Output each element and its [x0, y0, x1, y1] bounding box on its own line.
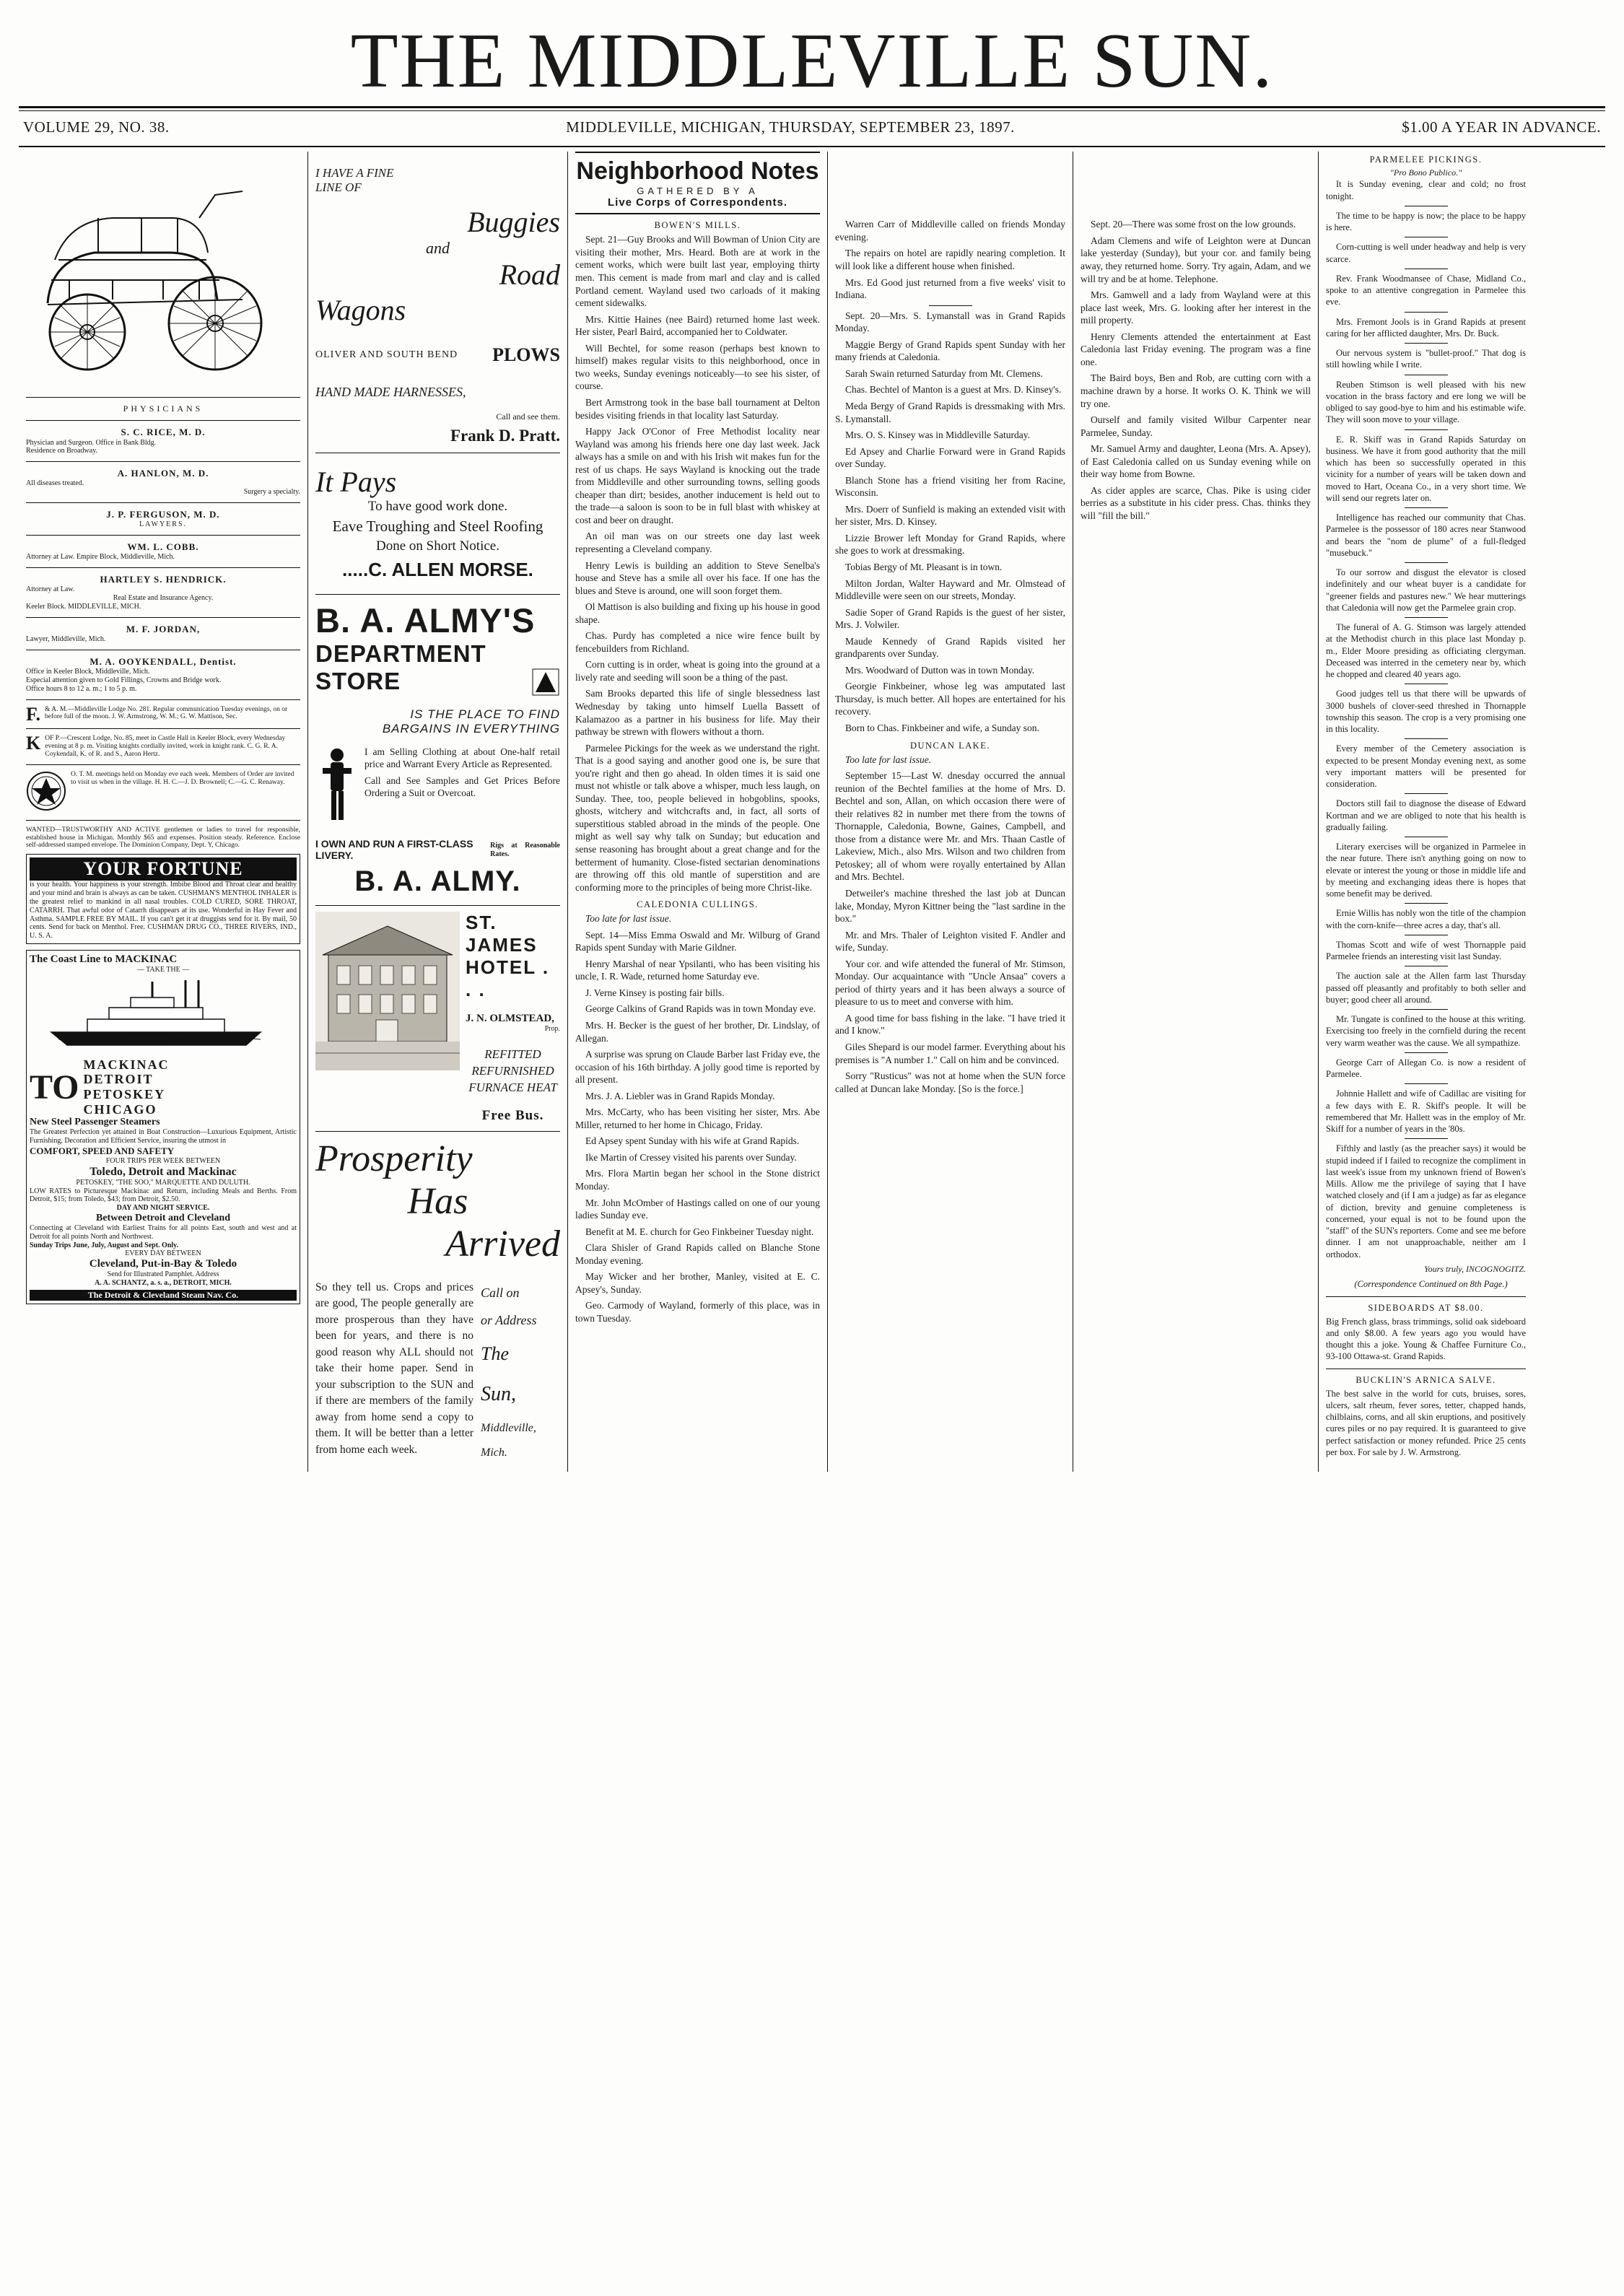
the-word: The	[481, 1343, 509, 1364]
note-paragraph: Geo. Carmody of Wayland, formerly of this place, was in town Tuesday.	[575, 1300, 820, 1324]
card-line: Attorney at Law.	[26, 585, 75, 594]
note-paragraph: Mrs. Doerr of Sunfield is making an extended visit with her sister, Mrs. D. Kinsey.	[835, 503, 1065, 528]
column-1	[19, 152, 307, 1472]
section-head-bowens-mills: BOWEN'S MILLS.	[654, 220, 741, 231]
note-paragraph: Ernie Willis has nobly won the title of the champion with the corn-knife—three acres a day, that's all.	[1326, 908, 1526, 930]
card-name: M. F. JORDAN,	[126, 623, 201, 634]
mackinac-ad	[26, 950, 300, 1304]
card-line: Physician and Surgeon. Office in Bank Bldg.	[26, 438, 157, 447]
divider-2	[26, 420, 300, 421]
parmelee-dash-13	[1405, 793, 1448, 794]
divider-1	[26, 397, 300, 398]
pratt-line1: I HAVE A FINE	[315, 166, 394, 180]
note-paragraph: Mrs. McCarty, who has been visiting her sister, Mrs. Abe Miller, returned to her home in Chicago, Friday.	[575, 1106, 820, 1130]
hotel-prop-label: Prop.	[544, 1025, 560, 1034]
note-paragraph: September 15—Last W. dnesday occurred the annual reunion of the Bechtel families at the home of Mrs. D. Bechtel and son, Allan, on which occasion there were of their relatives 82 in number met there from the towns of Thornapple, Caledonia, Bowne, Gaines, Campbell, and those from a distance were Mr. and Mrs. Thaan Castle of Lakeview, Mich., also Mrs. Wilson and two children from Petoskey; all of whom were royally entertained by Allan and Mrs. Bechtel.	[835, 770, 1065, 883]
card-line: Residence on Broadway.	[26, 447, 98, 455]
almy-tag1: IS THE PLACE TO FIND	[410, 707, 560, 722]
column-4	[827, 152, 1073, 1472]
note-paragraph: Warren Carr of Middleville called on friends Monday evening.	[835, 219, 1065, 243]
parmelee-body	[1326, 178, 1526, 1290]
divider-c2-2	[315, 594, 560, 595]
parmelee-dash-12	[1405, 738, 1448, 739]
note-paragraph: Lizzie Brower left Monday for Grand Rapids, where she goes to work at dressmaking.	[835, 532, 1065, 556]
caledonia-body	[575, 912, 820, 1324]
note-paragraph: George Calkins of Grand Rapids was in town Monday eve.	[585, 1003, 816, 1015]
note-paragraph: An oil man was on our streets one day last week representing a Cleveland company.	[575, 531, 820, 554]
note-paragraph: Corn-cutting is well under headway and help is very scarce.	[1326, 242, 1526, 264]
notes-sub1: GATHERED BY A	[637, 185, 759, 197]
note-paragraph: Henry Marshal of near Ypsilanti, who has been visiting his uncle, I. R. Wade, returned home Saturday eve.	[575, 958, 820, 982]
note-paragraph: A surprise was sprung on Claude Barber last Friday eve, the occasion of his 16th birthday. A jolly good time is reported by all present.	[575, 1049, 820, 1086]
send-pamphlet: Send for Illustrated Pamphlet. Address	[107, 1270, 219, 1279]
note-paragraph: George Carr of Allegan Co. is now a resident of Parmelee.	[1326, 1057, 1526, 1080]
divider-9	[26, 699, 300, 700]
every-day: EVERY DAY BETWEEN	[125, 1249, 201, 1258]
column-3	[567, 152, 827, 1472]
sunday-trips: Sunday Trips June, July, August and Sept. Only.	[30, 1241, 179, 1249]
note-paragraph: Chas. Bechtel of Manton is a guest at Mrs. D. Kinsey's.	[845, 384, 1062, 396]
note-paragraph: The repairs on hotel are rapidly nearing completion. It will look like a different house when finished.	[835, 248, 1065, 272]
note-paragraph: Mrs. Woodward of Dutton was in town Monday.	[845, 664, 1035, 676]
page-title: THE MIDDLEVILLE SUN.	[350, 18, 1274, 104]
prosperity-word-1: Prosperity	[315, 1138, 473, 1179]
note-paragraph: Tobias Bergy of Mt. Pleasant is in town.	[845, 561, 1003, 572]
card-jordan	[26, 624, 300, 644]
parmelee-signature: Yours truly, INCOGNOGITZ.	[1424, 1263, 1526, 1274]
parmelee-dash-15	[1405, 903, 1448, 904]
hotel-free-bus: Free Bus.	[481, 1108, 544, 1123]
hotel-name-2: HOTEL . . .	[466, 956, 550, 1001]
note-paragraph: Born to Chas. Finkbeiner and wife, a Sunday son.	[845, 722, 1039, 733]
steamers-line: New Steel Passenger Steamers	[30, 1117, 160, 1128]
prosperity-body: So they tell us. Crops and prices are good, The people generally are more prosperous than they have been for years, and there is no good reason why ALL should not take their home paper. Send in your subscription to the SUN and if there are members of the family away from home send a copy to them. It will be better than a letter from home each week.	[315, 1281, 473, 1456]
note-paragraph: Mrs. H. Becker is the guest of her brother, Dr. Lindslay, of Allegan.	[575, 1020, 820, 1044]
note-paragraph: Sam Brooks departed this life of single blessedness last Wednesday by taking unto himself Luella Bassett of Kalamazoo as a partner in his business for life. May their pathway be strewn with flowers without a thorn.	[575, 688, 820, 738]
wanted-ad: WANTED—TRUSTWORTHY AND ACTIVE gentlemen or ladies to travel for responsible, established house in Michigan. Monthly $65 and expenses. Position steady. Reference. Enclose self-addressed stamped envelope. The Dominion Company, Dept. Y, Chicago.	[26, 826, 300, 850]
physicians-heading: PHYSICIANS	[123, 403, 204, 414]
card-name: WM. L. COBB.	[127, 541, 199, 553]
note-paragraph: Fifthly and lastly (as the preacher says) it would be stupid indeed if I failed to recognize the compliment in last week's issue from my unknown friend of Bowen's Mills. Allow me the privilege of saying that I have watched closely and (if I am a judge) as far as elegance of diction, brevity and genuine completeness is concerned, your equal is not to be found upon the "staff" of the SUN's reporters. Come and see me before dinner. I am not unapproachable, neither am I orthodox.	[1326, 1143, 1526, 1260]
call-on: Call on	[481, 1286, 520, 1300]
route-putinbay: Cleveland, Put-in-Bay & Toledo	[89, 1258, 237, 1270]
note-paragraph: A good time for bass fishing in the lake. "I have tried it and I know."	[835, 1012, 1065, 1036]
note-paragraph: Every member of the Cemetery association is expected to be present Monday evening next, as some very important matters will be presented for consideration.	[1326, 743, 1526, 790]
note-paragraph: Mrs. Flora Martin began her school in the Stone district Monday.	[575, 1168, 820, 1192]
column4-dash-1	[929, 305, 972, 306]
parmelee-dash-10	[1405, 617, 1448, 618]
card-line: Attorney at Law. Empire Block, Middleville, Mich.	[26, 553, 175, 562]
divider-c2-3	[315, 905, 560, 906]
note-paragraph: Meda Bergy of Grand Rapids is dressmaking with Mrs. S. Lymanstall.	[835, 400, 1065, 424]
note-paragraph: Benefit at M. E. church for Geo Finkbeiner Tuesday night.	[585, 1226, 814, 1237]
route-toledo-sub: PETOSKEY, "THE SOO," MARQUETTE AND DULUTH.	[76, 1178, 250, 1187]
note-paragraph: Sept. 20—There was some frost on the low grounds.	[1091, 219, 1296, 230]
note-paragraph: Sept. 14—Miss Emma Oswald and Mr. Wilburg of Grand Rapids spent Sunday with Marie Gildner.	[575, 929, 820, 953]
note-italic-line: Too late for last issue.	[585, 913, 672, 925]
note-paragraph: J. Verne Kinsey is posting fair bills.	[585, 987, 725, 998]
card-line: Especial attention given to Gold Fillings, Crowns and Bridge work.	[26, 676, 222, 684]
note-paragraph: Mr. Samuel Army and daughter, Leona (Mrs. A. Apsey), of East Caledonia called on us Sunday evening while on their way home from Bowne.	[1081, 443, 1311, 480]
note-paragraph: Blanch Stone has a friend visiting her from Racine, Wisconsin.	[835, 474, 1065, 499]
take-the: — TAKE THE —	[136, 965, 190, 974]
note-paragraph: Good judges tell us that there will be upwards of 3000 bushels of clover-seed threshed in Thornapple township this season. The crop is a very promising one in this locality.	[1326, 689, 1526, 735]
pratt-buggies: Buggies	[467, 206, 560, 239]
almy-tag2: BARGAINS IN EVERYTHING	[382, 722, 560, 736]
morse-line2: Eave Troughing and Steel Roofing	[332, 518, 543, 536]
note-paragraph: The Baird boys, Ben and Rob, are cutting corn with a machine drawn by a horse. It works O. K. Think we will try one.	[1081, 372, 1311, 409]
note-paragraph: The funeral of A. G. Stimson was largely attended at the Methodist church in this place last Monday p. m., Elder Moore presiding as officiating clergyman. Deceased was interred in the cemetery near by, which he chopped and cleared 40 years ago.	[1326, 622, 1526, 680]
route-cleveland-sub: Connecting at Cleveland with Earliest Trains for all points East, south and west and at Detroit for all points North and Northwest.	[30, 1224, 297, 1241]
duncan-lake-body	[835, 754, 1065, 1096]
lodge-masons	[26, 703, 300, 725]
note-paragraph: Georgie Finkbeiner, whose leg was amputated last Thursday, is much better. All hopes are entertained for his recovery.	[835, 681, 1065, 717]
steamers-desc: The Greatest Perfection yet attained in Boat Construction—Luxurious Equipment, Artistic Furnishing, Decoration and Efficient Service, insuring the utmost in	[30, 1128, 297, 1145]
day-night: DAY AND NIGHT SERVICE.	[116, 1204, 210, 1213]
note-paragraph: Henry Lewis is building an addition to Steve Senelba's house and Steve has a smile all over his face. If one has the blues and Steve is around, one will soon forget them.	[575, 559, 820, 596]
parmelee-dash-4	[1405, 312, 1448, 313]
note-paragraph: Sarah Swain returned Saturday from Mt. Clemens.	[845, 367, 1043, 379]
steamer-illustration	[30, 974, 297, 1057]
it-pays-head: It Pays	[315, 466, 397, 499]
card-line: Keeler Block. MIDDLEVILLE, MICH.	[26, 603, 141, 611]
pratt-wagons: Wagons	[315, 294, 406, 327]
parmelee-motto: "Pro Bono Publico."	[1389, 167, 1462, 178]
parmelee-dash-20	[1405, 1083, 1448, 1084]
pratt-harness: HAND MADE HARNESSES,	[315, 385, 466, 400]
divider-4	[26, 502, 300, 503]
note-paragraph: Mrs. Ed Good just returned from a five weeks' visit to Indiana.	[835, 276, 1065, 301]
hotel-illustration	[315, 912, 460, 1124]
note-paragraph: Ol Mattison is also building and fixing up his house in good shape.	[575, 601, 820, 625]
note-paragraph: To our sorrow and disgust the elevator is closed indefinitely and our wheat buyer is a candidate for "greener fields and pastures new." We hear mutterings that Caledonia will now get the Parmelee grain crop.	[1326, 567, 1526, 613]
fortune-ad	[26, 854, 300, 944]
pratt-ad	[315, 152, 560, 445]
prosperity-ad	[315, 1138, 560, 1465]
lodge-kotm	[26, 771, 300, 814]
note-paragraph: It is Sunday evening, clear and cold; no frost tonight.	[1326, 179, 1526, 201]
card-ferguson	[26, 509, 300, 529]
almy-p2: Call and See Samples and Get Prices Before Ordering a Suit or Overcoat.	[364, 775, 560, 799]
card-cobb	[26, 541, 300, 562]
agent-address: A. A. SCHANTZ, a. s. a., DETROIT, MICH.	[95, 1279, 232, 1288]
lodge-text: O. T. M. meetings held on Monday eve each week. Members of Order are invited to visit us when in the village. H. H. C.—J. D. Brownell; C.—G. C. Renaway.	[71, 770, 294, 786]
morse-line1: To have good work done.	[367, 499, 508, 515]
card-body: Lawyer, Middleville, Mich.	[26, 635, 106, 644]
pratt-call: Call and see them.	[496, 411, 560, 422]
almy-department-ad	[315, 601, 560, 898]
note-paragraph: As cider apples are scarce, Chas. Pike is using cider berries as a substitute in his cider press. Chas. thinks they will "fill the bill."	[1081, 484, 1311, 521]
note-paragraph: Corn cutting is in order, wheat is going into the ground at a lively rate and seeding will soon be a thing of the past.	[575, 659, 820, 683]
note-paragraph: Will Bechtel, for some reason (perhaps best known to himself) makes regular visits to this neighborhood, once in two weeks, Sunday evenings noticeably—to see his sister, of course.	[575, 342, 820, 392]
place-date: MIDDLEVILLE, MICHIGAN, THURSDAY, SEPTEMBER 23, 1897.	[566, 118, 1015, 136]
note-paragraph: Clara Shisler of Grand Rapids called on Blanche Stone Monday evening.	[575, 1242, 820, 1266]
coast-line-head: The Coast Line to MACKINAC	[30, 953, 178, 965]
dest-chicago: CHICAGO	[83, 1101, 157, 1117]
note-paragraph: Mr. Tungate is confined to the house at this writing. Exercising too freely in the cornfield during the recent very warm weather was the cause. We all sympathize.	[1326, 1014, 1526, 1048]
parmelee-dash-5	[1405, 343, 1448, 344]
note-paragraph: Ed Apsey and Charlie Forward were in Grand Rapids over Sunday.	[835, 445, 1065, 470]
almy-rates: Rigs at Reasonable Rates.	[490, 842, 560, 859]
masthead	[19, 20, 1605, 102]
dest-petoskey: PETOSKEY	[83, 1087, 166, 1102]
page-columns	[19, 146, 1605, 1472]
note-paragraph: Our nervous system is "bullet-proof." That dog is still howling while I write.	[1326, 348, 1526, 370]
city-word: Middleville,	[481, 1421, 536, 1434]
lawyers-heading: LAWYERS.	[139, 520, 188, 529]
note-paragraph: Mrs. J. A. Liebler was in Grand Rapids Monday.	[585, 1090, 775, 1101]
card-name: J. P. FERGUSON, M. D.	[106, 509, 220, 520]
card-line: Real Estate and Insurance Agency.	[113, 594, 214, 603]
almy-store-name: B. A. ALMY'S	[315, 601, 536, 640]
sun-word: Sun,	[481, 1383, 516, 1406]
note-paragraph: Maggie Bergy of Grand Rapids spent Sunday with her many friends at Caledonia.	[835, 339, 1065, 363]
prosperity-word-2: Has	[407, 1181, 468, 1222]
divider-7	[26, 617, 300, 618]
lodge-kofp	[26, 732, 300, 759]
parmelee-dash-18	[1405, 1009, 1448, 1010]
company-name: The Detroit & Cleveland Steam Nav. Co.	[30, 1290, 297, 1301]
card-hendrick	[26, 574, 300, 611]
note-paragraph: Happy Jack O'Conor of Free Methodist locality near Wayland was among his friends here one day last week. Jack always has a smile on and with his Irish wit makes fun for the rest of us chaps. He says Wayland is knocking out the trade from Middleville and other surrounding towns, selling goods cheaper than dirt; besides, another inducement is held out to the trade—a saloon is soon to be in full blast with whiskey at cost and beer on draught.	[575, 426, 820, 525]
morse-ad	[315, 459, 560, 587]
morse-line3: Done on Short Notice.	[376, 538, 499, 554]
pratt-plows: PLOWS	[492, 344, 560, 366]
column4-top	[835, 218, 1065, 301]
hotel-name-1: ST. JAMES	[466, 912, 538, 956]
continued-note: (Correspondence Continued on 8th Page.)	[1354, 1279, 1508, 1290]
note-paragraph: Literary exercises will be organized in Parmelee in the near future. There isn't anything going on now to elevate or interest the young or those in middle life and by meeting and exchanging ideas there is hopes that some benefit may be derived.	[1326, 842, 1526, 899]
st-james-hotel-ad	[315, 912, 560, 1124]
hotel-refurnished: REFURNISHED	[471, 1064, 554, 1078]
note-paragraph: Ourself and family visited Wilbur Carpenter near Parmelee, Sunday.	[1081, 414, 1311, 438]
lodge-text: OF P.—Crescent Lodge, No. 85, meet in Castle Hall in Keeler Block, every Wednesday evening at 8 p. m. Visiting knights cordially invited, work in knight rank. C. G. R. A. Coykendall, K. of R. and S., Aaron Hertz.	[45, 734, 286, 758]
hotel-refitted: REFITTED	[484, 1047, 541, 1062]
parmelee-dash-8	[1405, 507, 1448, 508]
divider-c6-1	[1326, 1296, 1526, 1297]
card-line: Office in Keeler Block, Middleville, Mich.	[26, 668, 150, 676]
divider-11	[26, 764, 300, 765]
note-paragraph: Maude Kennedy of Grand Rapids visited her grandparents over Sunday.	[835, 635, 1065, 660]
state-word: Mich.	[481, 1446, 507, 1459]
pointing-hand-icon	[315, 746, 359, 829]
note-paragraph: Mr. and Mrs. Thaler of Leighton visited F. Andler and wife, Sunday.	[835, 929, 1065, 953]
divider-c2-4	[315, 1131, 560, 1132]
dest-mackinac: MACKINAC	[83, 1057, 170, 1072]
note-paragraph: Adam Clemens and wife of Leighton were at Duncan lake yesterday (Sunday), but your cor. and family being away, they returned home. Sorry. Try again, Adam, and we will try and be at home. Telephone.	[1081, 235, 1311, 284]
note-paragraph: Ed Apsey spent Sunday with his wife at Grand Rapids.	[585, 1135, 800, 1147]
section-head-duncan-lake: DUNCAN LAKE.	[909, 740, 991, 751]
column-6	[1318, 152, 1533, 1472]
note-paragraph: The auction sale at the Allen farm last Thursday passed off pleasantly and profitably to both seller and buyer; good cheer all around.	[1326, 971, 1526, 1005]
duncan-lake-continued	[1081, 218, 1311, 522]
note-paragraph: Sadie Soper of Grand Rapids is the guest of her sister, Mrs. J. Volwiler.	[835, 606, 1065, 631]
almy-logo-icon	[531, 668, 560, 700]
card-line: Office hours 8 to 12 a. m.; 1 to 5 p. m.	[26, 684, 137, 693]
note-paragraph: Sorry "Rusticus" was not at home when the SUN force called at Duncan lake Monday. [So is the force.]	[835, 1070, 1065, 1094]
note-paragraph: Detweiler's machine threshed the last job at Duncan lake, Monday, Myron Kittner being the "last sardine in the box."	[835, 888, 1065, 925]
section-head-parmelee: PARMELEE PICKINGS.	[1369, 154, 1483, 165]
almy-store: STORE	[315, 668, 401, 695]
column-2	[307, 152, 567, 1472]
pratt-line2: LINE OF	[315, 180, 362, 195]
caledonia-continued	[835, 310, 1065, 735]
bowens-mills-body	[575, 233, 820, 894]
parmelee-dash-19	[1405, 1052, 1448, 1053]
divider-12	[26, 820, 300, 821]
note-paragraph: Bert Armstrong took in the base ball tournament at Delton besides visiting friends in that locality last Saturday.	[575, 396, 820, 421]
arnica-salve-head: BUCKLIN'S ARNICA SALVE.	[1355, 1374, 1496, 1385]
morse-name: .....C. ALLEN MORSE.	[342, 559, 533, 581]
neighborhood-notes-header	[575, 152, 820, 214]
column-5	[1073, 152, 1318, 1472]
buggy-illustration	[26, 152, 300, 390]
to-label: TO	[30, 1068, 79, 1106]
card-name: A. HANLON, M. D.	[117, 468, 209, 479]
parmelee-dash-7	[1405, 429, 1448, 430]
lodge-initial: F.	[26, 703, 40, 725]
note-paragraph: Mrs. Fremont Jools is in Grand Rapids at present caring for her afflicted daughter, Mrs. Dr. Buck.	[1326, 316, 1526, 339]
four-trips: FOUR TRIPS PER WEEK BETWEEN	[105, 1157, 221, 1166]
card-coykendall	[26, 656, 300, 694]
route-toledo: Toledo, Detroit and Mackinac	[90, 1165, 237, 1178]
lodge-text: & A. M.—Middleville Lodge No. 281. Regular communication Tuesday evenings, on or before full of the moon. J. W. Armstrong, W. M.; G. W. Mattison, Sec.	[45, 705, 288, 721]
note-paragraph: Giles Shepard is our model farmer. Everything about his premises is "A number 1." Call on him and be convinced.	[835, 1042, 1065, 1065]
note-paragraph: Intelligence has reached our community that Chas. Parmelee is the possessor of 180 acres near Stanwood and bears the "nom de plume" of a full-fledged "musebuck."	[1326, 512, 1526, 558]
route-cleveland: Between Detroit and Cleveland	[96, 1213, 230, 1224]
parmelee-dash-21	[1405, 1138, 1448, 1139]
pratt-name: Frank D. Pratt.	[450, 427, 560, 445]
card-line: All diseases treated.	[26, 479, 84, 488]
hotel-furnace: FURNACE HEAT	[468, 1081, 557, 1095]
notes-title: Neighborhood Notes	[576, 157, 819, 185]
dateline	[19, 111, 1605, 143]
note-paragraph: Mrs. Gamwell and a lady from Wayland were at this place last week, Mrs. G. looking after her interest in the mill property.	[1081, 289, 1311, 326]
note-paragraph: Sept. 21—Guy Brooks and Will Bowman of Union City are visiting their mother, Mrs. Heard. Both are at work in the cement works, which were built last year, employing thirty men. This cement is made from marl and clay and is called Portland cement. Wayland used two carloads of it making cement sidewalks.	[575, 234, 820, 309]
note-italic-line: Too late for last issue.	[845, 754, 932, 765]
fortune-title: YOUR FORTUNE	[30, 857, 297, 881]
divider-6	[26, 567, 300, 568]
arnica-salve-body: The best salve in the world for cuts, bruises, sores, ulcers, salt rheum, fever sores, tetter, chapped hands, chilblains, corns, and all skin eruptions, and positively cures piles or no pay required. It is guaranteed to give perfect satisfaction or money refunded. Price 25 cents per box. For sale by J. W. Armstrong.	[1326, 1388, 1526, 1457]
card-name: M. A. OOYKENDALL, Dentist.	[90, 655, 237, 667]
divider-5	[26, 535, 300, 536]
prosperity-word-3: Arrived	[445, 1223, 560, 1265]
pratt-road: Road	[499, 258, 560, 292]
card-line: Surgery a specialty.	[243, 488, 300, 497]
card-name: HARTLEY S. HENDRICK.	[100, 574, 227, 585]
hotel-proprietor: J. N. OLMSTEAD,	[466, 1013, 554, 1025]
card-name: S. C. RICE, M. D.	[121, 427, 206, 438]
almy-p1: I am Selling Clothing at about One-half retail price and Warrant Every Article as Represented.	[364, 746, 560, 770]
parmelee-dash-9	[1405, 562, 1448, 563]
masthead-rule-top	[19, 106, 1605, 108]
volume-number: VOLUME 29, NO. 38.	[23, 118, 170, 136]
card-rice	[26, 427, 300, 455]
maccabees-emblem	[26, 771, 66, 814]
note-paragraph: Mrs. Kittie Haines (nee Baird) returned home last week. Her sister, Pearl Baird, accompanied her to Coldwater.	[575, 313, 820, 338]
note-paragraph: The time to be happy is now; the place to be happy is here.	[1326, 210, 1526, 233]
sideboards-ad-head: SIDEBOARDS AT $8.00.	[1368, 1302, 1484, 1313]
divider-10	[26, 728, 300, 729]
comfort-line: COMFORT, SPEED AND SAFETY	[30, 1145, 175, 1157]
note-paragraph: Mrs. O. S. Kinsey was in Middleville Saturday.	[845, 429, 1030, 441]
note-paragraph: Parmelee Pickings for the week as we understand the right. That is a good saying and another good one is, be sure that you're right and then go ahead. In olden times it is said one must not whistle or talk above a whisper, much less laugh, on Sunday. Thee, too, people believed in hobgoblins, spooks, ghosts, witchery and witchcrafts and, in fact, all sorts of superstitious stabled abroad in the minds of the people. One might as well say why talk on Sunday; but education and sense reasoning has brought about a great change and for the betterment of humanity. Close-fisted sectarian denominations are throwing off this old mantle of superstition and are conforming more to the principles of being more Christ-like.	[575, 742, 820, 893]
note-paragraph: Doctors still fail to diagnose the disease of Edward Kortman and we are obliged to note that his health is gradually failing.	[1326, 798, 1526, 832]
pratt-and: and	[426, 239, 450, 258]
note-paragraph: Thomas Scott and wife of west Thornapple paid Parmelee friends an interesting visit last Sunday.	[1326, 939, 1526, 962]
pratt-brands: OLIVER AND SOUTH BEND	[315, 349, 458, 360]
note-paragraph: E. R. Skiff was in Grand Rapids Saturday on business. We have it from good authority that the mill which has been so successfully operated in this vicinity for a number of years will be taken down and moved to Hart, Oceana Co., in a very short time. We will send our regrets later on.	[1326, 434, 1526, 503]
note-paragraph: Milton Jordan, Walter Hayward and Mr. Olmstead of Middleville were seen on our streets, Monday.	[835, 577, 1065, 602]
almy-signature: B. A. ALMY.	[354, 865, 521, 898]
fortune-body: is your health. Your happiness is your strength. Imbibe Blood and Throat clear and healthy and your mind and brain is always as can be taken. CUSHMAN'S MENTHOL INHALER is the greatest relief to mankind in all nasal troubles. COLD CURED, SORE THROAT, CATARRH. That awful odor of Catarrh disappears at its use. Wonderful in Hay Fever and Asthma. SAMPLE FREE BY MAIL. If you can't get it at druggists send for it. By mail, 50 cents. Send for back on Menthol. Free. CUSHMAN DRUG CO., THREE RIVERS, IND., U. S. A.	[30, 881, 297, 940]
or-address: or Address	[481, 1312, 537, 1327]
note-paragraph: May Wicker and her brother, Manley, visited at E. C. Apsey's, Sunday.	[575, 1271, 820, 1295]
almy-livery: I OWN AND RUN A FIRST-CLASS LIVERY.	[315, 838, 473, 862]
subscription-price: $1.00 A YEAR IN ADVANCE.	[1402, 118, 1601, 136]
note-paragraph: Mr. John McOmber of Hastings called on one of our young ladies Sunday eve.	[575, 1197, 820, 1221]
dest-detroit: DETROIT	[83, 1072, 154, 1087]
note-paragraph: Reuben Stimson is well pleased with his new vocation in the brass factory and ere long we will be obliged to say good-bye to him and his estimable wife. They will soon move to your village.	[1326, 379, 1526, 425]
lodge-initial: K	[26, 732, 41, 754]
card-hanlon	[26, 468, 300, 497]
note-paragraph: Sept. 20—Mrs. S. Lymanstall was in Grand Rapids Monday.	[835, 310, 1065, 334]
sideboards-ad-body: Big French glass, brass trimmings, solid oak sideboard and only $8.00. A few years ago you would have thought this a joke. Young & Chaffee Furniture Co., 93-100 Ottawa-st. Grand Rapids.	[1326, 1316, 1526, 1362]
note-paragraph: Rev. Frank Woodmansee of Chase, Midland Co., spoke to an attentive congregation in Parmelee this eve.	[1326, 273, 1526, 307]
note-paragraph: Chas. Purdy has completed a nice wire fence built by fencebuilders from Richland.	[575, 630, 820, 654]
note-paragraph: Johnnie Hallett and wife of Cadillac are visiting for a few days with E. R. Skiff's people. It will be remembered that Mr. Hallett was in the employ of Mr. Skiff for a number of years in the '80s.	[1326, 1088, 1526, 1135]
almy-department: DEPARTMENT	[315, 640, 486, 668]
notes-sub2: Live Corps of Correspondents.	[607, 196, 788, 209]
note-paragraph: Ike Martin of Cressey visited his parents over Sunday.	[585, 1151, 797, 1163]
low-rates: LOW RATES to Picturesque Mackinac and Return, including Meals and Berths. From Detroit, $15; from Toledo, $43; from Detroit, $2.50.	[30, 1187, 297, 1204]
section-head-caledonia: CALEDONIA CULLINGS.	[637, 899, 759, 910]
note-paragraph: Your cor. and wife attended the funeral of Mr. Stimson, Monday. Our acquaintance with "Uncle Ansaa" covers a period of thirty years and it has been always a source of pleasure to us to meet and converse with him.	[835, 958, 1065, 1008]
note-paragraph: Henry Clements attended the entertainment at East Caledonia last Friday evening. The program was a fine one.	[1081, 331, 1311, 367]
divider-3	[26, 461, 300, 462]
